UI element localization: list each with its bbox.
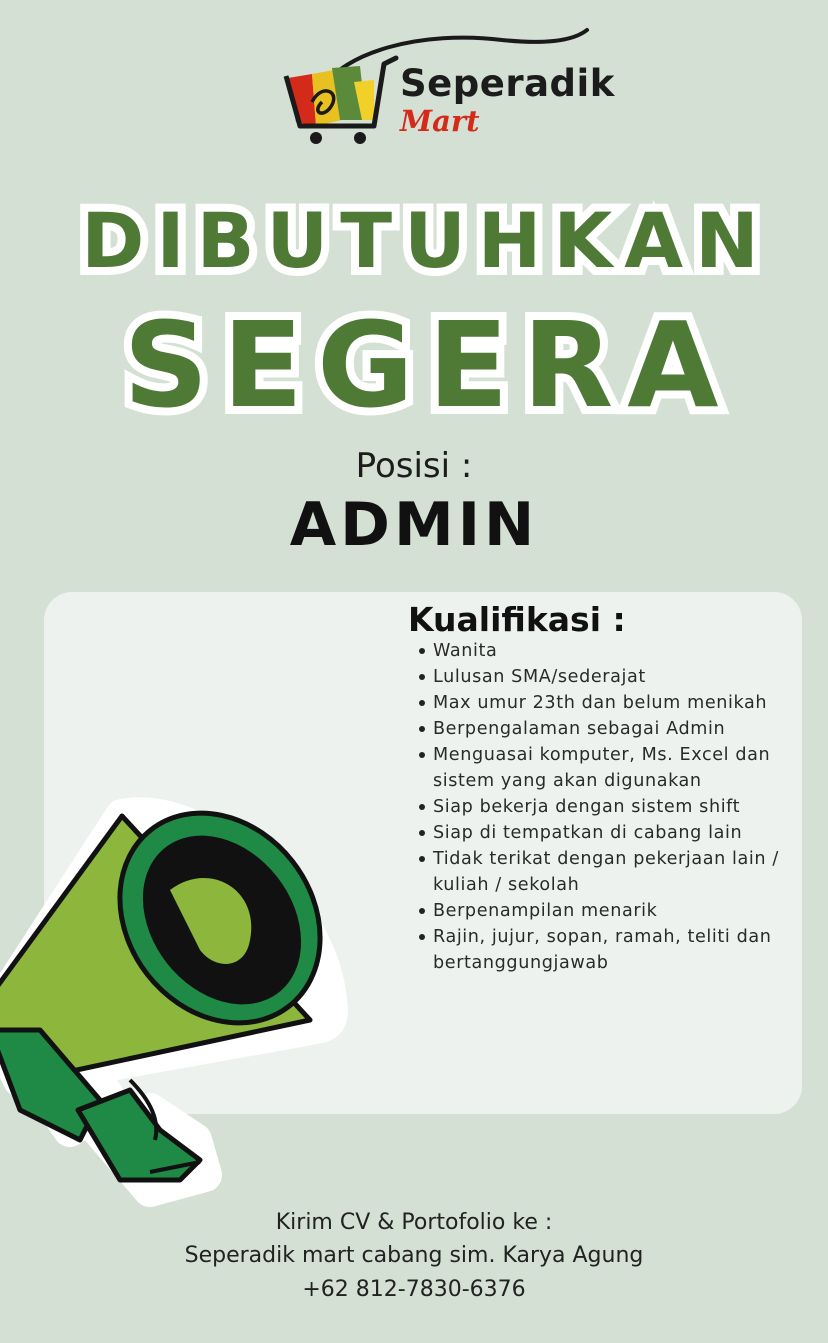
brand-sub: Mart xyxy=(400,104,480,138)
list-item: Lulusan SMA/sederajat xyxy=(414,664,794,690)
list-item: Siap di tempatkan di cabang lain xyxy=(414,820,794,846)
position-value: ADMIN xyxy=(289,490,539,560)
footer-instruction: Kirim CV & Portofolio ke : xyxy=(275,1210,553,1235)
list-item: Berpengalaman sebagai Admin xyxy=(414,716,794,742)
list-item: Siap bekerja dengan sistem shift xyxy=(414,794,794,820)
list-item: Menguasai komputer, Ms. Excel dan sistem yang akan digunakan xyxy=(414,742,794,794)
headline-line1: DIBUTUHKAN xyxy=(81,196,771,285)
list-item: Tidak terikat dengan pekerjaan lain / kuliah / sekolah xyxy=(414,846,794,898)
footer-phone: +62 812-7830-6376 xyxy=(302,1277,526,1302)
list-item: Rajin, jujur, sopan, ramah, teliti dan bertanggungjawab xyxy=(414,924,794,976)
brand-name: Seperadik xyxy=(400,62,615,105)
qualifications-list xyxy=(414,638,794,976)
footer-location: Seperadik mart cabang sim. Karya Agung xyxy=(184,1243,644,1268)
brand-logo xyxy=(282,22,615,152)
list-item: Max umur 23th dan belum menikah xyxy=(414,690,794,716)
megaphone-icon xyxy=(0,780,360,1220)
position-label: Posisi : xyxy=(355,446,473,486)
list-item: Wanita xyxy=(414,638,794,664)
qualifications-title: Kualifikasi : xyxy=(408,600,626,639)
headline-line2: SEGERA xyxy=(123,296,733,434)
list-item: Berpenampilan menarik xyxy=(414,898,794,924)
